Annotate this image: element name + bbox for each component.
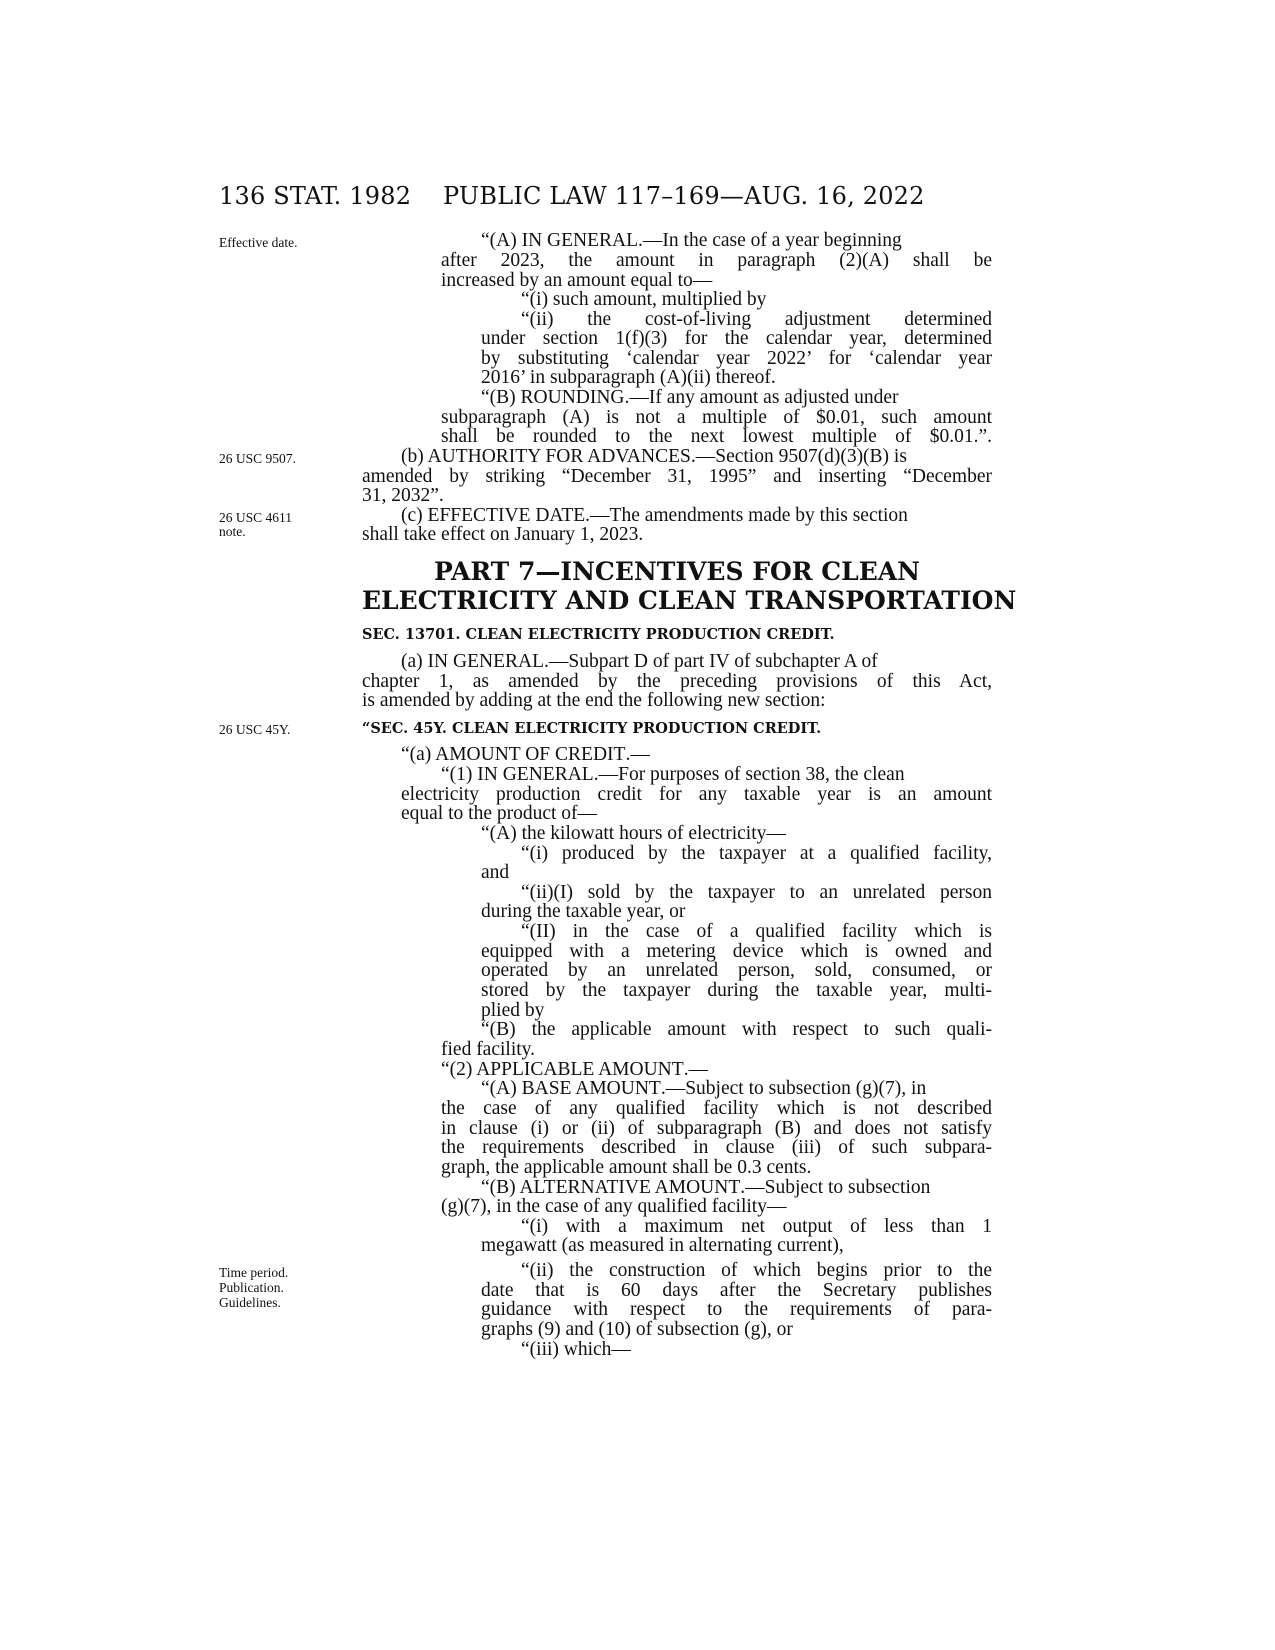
part-title-line-2: ELECTRICITY AND CLEAN TRANSPORTATION xyxy=(362,586,1017,615)
text-line: “(1) IN GENERAL.—For purposes of section 38, the clean xyxy=(441,764,905,785)
text-line: “(II) in the case of a qualified facility which is xyxy=(521,921,992,942)
margin-note-time-period: Time period. xyxy=(219,1265,289,1280)
text-line: “(i) such amount, multiplied by xyxy=(521,289,767,310)
part-title-line-1: PART 7—INCENTIVES FOR CLEAN xyxy=(433,557,921,586)
text-line: “(ii) the cost-of-living adjustment determined xyxy=(521,309,992,330)
text-line: “(ii)(I) sold by the taxpayer to an unrelated person xyxy=(521,882,992,903)
text-line: after 2023, the amount in paragraph (2)(A) shall be xyxy=(441,250,992,271)
text-line: chapter 1, as amended by the preceding provisions of this Act, xyxy=(362,671,992,692)
margin-note-26usc4611: 26 USC 4611 xyxy=(219,510,293,525)
text-line: “(i) produced by the taxpayer at a qualified facility, xyxy=(521,843,992,864)
text-line: and xyxy=(481,862,510,883)
text-line: equal to the product of— xyxy=(401,803,598,824)
text-line: “(A) IN GENERAL.—In the case of a year beginning xyxy=(481,230,902,251)
text-line: shall be rounded to the next lowest multiple of $0.01.”. xyxy=(441,426,992,447)
text-line: stored by the taxpayer during the taxable year, multi- xyxy=(481,980,992,1001)
text-line: “(a) AMOUNT OF CREDIT.— xyxy=(401,744,650,765)
text-line: “(iii) which— xyxy=(521,1339,631,1360)
section-heading-13701: SEC. 13701. CLEAN ELECTRICITY PRODUCTION CREDIT. xyxy=(362,626,835,643)
text-line: “(B) ALTERNATIVE AMOUNT.—Subject to subsection xyxy=(481,1177,931,1198)
running-header: PUBLIC LAW 117–169—AUG. 16, 2022 xyxy=(443,182,925,210)
text-line: by substituting ‘calendar year 2022’ for ‘calendar year xyxy=(481,348,992,369)
text-line: megawatt (as measured in alternating current), xyxy=(481,1235,844,1256)
text-line: under section 1(f)(3) for the calendar year, determined xyxy=(481,328,992,349)
text-line: guidance with respect to the requirements of para- xyxy=(481,1299,992,1320)
text-line: “(B) ROUNDING.—If any amount as adjusted under xyxy=(481,387,899,408)
text-line: subparagraph (A) is not a multiple of $0.01, such amount xyxy=(441,407,992,428)
text-line: fied facility. xyxy=(441,1039,536,1060)
stat-page-number: 136 STAT. 1982 xyxy=(219,182,412,210)
margin-note-26usc9507: 26 USC 9507. xyxy=(219,451,296,466)
text-line: “(i) with a maximum net output of less than 1 xyxy=(521,1216,992,1237)
text-line: electricity production credit for any taxable year is an amount xyxy=(401,784,992,805)
text-line: graph, the applicable amount shall be 0.3 cents. xyxy=(441,1157,812,1178)
margin-note-publication: Publication. xyxy=(219,1280,284,1295)
section-heading-45y: “SEC. 45Y. CLEAN ELECTRICITY PRODUCTION CREDIT. xyxy=(362,720,822,737)
part-title xyxy=(362,557,1017,615)
text-line: date that is 60 days after the Secretary publishes xyxy=(481,1280,992,1301)
text-line: “(A) BASE AMOUNT.—Subject to subsection (g)(7), in xyxy=(481,1078,927,1099)
text-line: equipped with a metering device which is owned and xyxy=(481,941,992,962)
text-line: graphs (9) and (10) of subsection (g), or xyxy=(481,1319,793,1340)
text-line: increased by an amount equal to— xyxy=(441,270,713,291)
text-line: plied by xyxy=(481,1000,545,1021)
text-line: operated by an unrelated person, sold, consumed, or xyxy=(481,960,992,981)
text-line: (a) IN GENERAL.—Subpart D of part IV of subchapter A of xyxy=(401,651,878,672)
text-line: (g)(7), in the case of any qualified facility— xyxy=(441,1196,787,1217)
text-line: during the taxable year, or xyxy=(481,901,686,922)
text-line: the requirements described in clause (iii) of such subpara- xyxy=(441,1137,992,1158)
text-line: (b) AUTHORITY FOR ADVANCES.—Section 9507(d)(3)(B) is xyxy=(401,446,907,467)
text-line: shall take effect on January 1, 2023. xyxy=(362,524,644,545)
text-line: “(2) APPLICABLE AMOUNT.— xyxy=(441,1059,709,1080)
margin-note-note: note. xyxy=(219,524,246,539)
margin-note-guidelines: Guidelines. xyxy=(219,1295,281,1310)
margin-note-effective-date: Effective date. xyxy=(219,235,298,250)
text-line: (c) EFFECTIVE DATE.—The amendments made by this section xyxy=(401,505,908,526)
text-line: is amended by adding at the end the following new section: xyxy=(362,690,826,711)
text-line: “(ii) the construction of which begins prior to the xyxy=(521,1260,992,1281)
text-line: “(A) the kilowatt hours of electricity— xyxy=(481,823,786,844)
text-line: in clause (i) or (ii) of subparagraph (B) and does not satisfy xyxy=(441,1118,992,1139)
text-line: “(B) the applicable amount with respect to such quali- xyxy=(481,1019,992,1040)
text-line: 31, 2032”. xyxy=(362,485,444,506)
text-line: amended by striking “December 31, 1995” and inserting “December xyxy=(362,466,992,487)
text-line: the case of any qualified facility which is not described xyxy=(441,1098,992,1119)
text-line: 2016’ in subparagraph (A)(ii) thereof. xyxy=(481,367,776,388)
margin-note-26usc45y: 26 USC 45Y. xyxy=(219,722,291,737)
